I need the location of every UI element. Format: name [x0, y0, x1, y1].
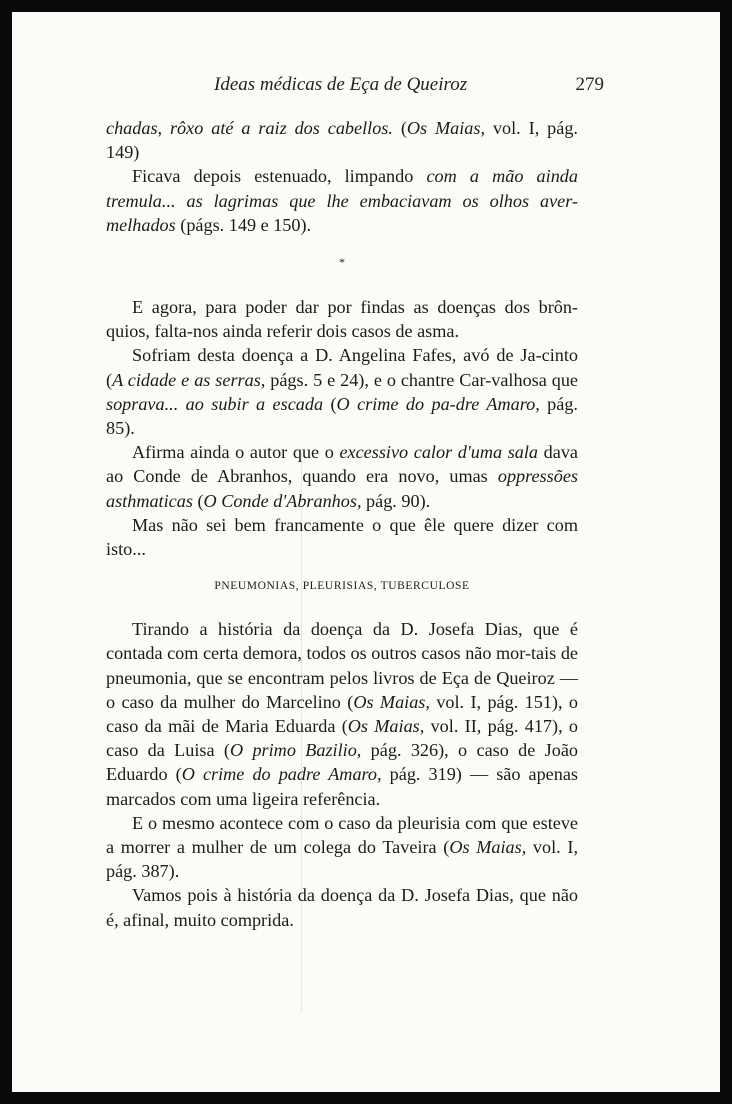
page-number: 279 [575, 74, 604, 95]
page-header [104, 74, 604, 104]
paragraph-continuation: chadas, rôxo até a raiz dos cabellos. (Os Maias, vol. I, pág. 149) [106, 118, 578, 163]
paragraph-vamos: Vamos pois à história da doença da D. Josefa Dias, que não é, afinal, muito comprida. [106, 885, 578, 930]
running-title: Ideas médicas de Eça de Queiroz [214, 74, 468, 95]
body-text [106, 116, 578, 932]
paragraph-sofriam: Sofriam desta doença a D. Angelina Fafes, avó de Ja-cinto (A cidade e as serras, págs. 5 e 24), e o chantre Car-valhosa que soprava... ao subir a escada (O crime do pa-dre Amaro, pág. 85). [106, 345, 579, 439]
asterisk-ornament: * [339, 255, 345, 270]
paragraph-tirando: Tirando a história da doença da D. Josefa Dias, que é contada com certa demora, todos os outros casos não mor-tais de pneumonia, que se encontram pelos livros de Eça de Queiroz — o caso da mulher do Marcelino (Os Maias, vol. I, pág. 151), o caso da mãi de Maria Eduarda (Os Maias, vol. II, pág. 417), o caso da Luisa (O primo Bazilio, pág. 326), o caso de João Eduardo (O crime do padre Amaro, pág. 319) — são apenas marcados com uma ligeira referência. [106, 619, 579, 809]
paragraph-afirma: Afirma ainda o autor que o excessivo calor d'uma sala dava ao Conde de Abranhos, quando era novo, umas oppressões asthmaticas (O Conde d'Abranhos, pág. 90). [106, 442, 578, 511]
paragraph-mas-nao-sei: Mas não sei bem francamente o que êle quere dizer com isto... [106, 514, 578, 560]
paragraph-ficava: Ficava depois estenuado, limpando com a mão ainda tremula... as lagrimas que lhe embaciavam os olhos aver-melhados (págs. 149 e 150). [106, 166, 578, 235]
section-title: PNEUMONIAS, PLEURISIAS, TUBERCULOSE [214, 580, 470, 593]
paragraph-asma-intro: E agora, para poder dar por findas as doenças dos brôn-quios, falta-nos ainda referir dois casos de asma. [106, 297, 578, 342]
paragraph-pleurisia: E o mesmo acontece com o caso da pleurisia com que esteve a morrer a mulher de um colega do Taveira (Os Maias, vol. I, pág. 387). [106, 812, 579, 882]
book-page [12, 12, 720, 1092]
